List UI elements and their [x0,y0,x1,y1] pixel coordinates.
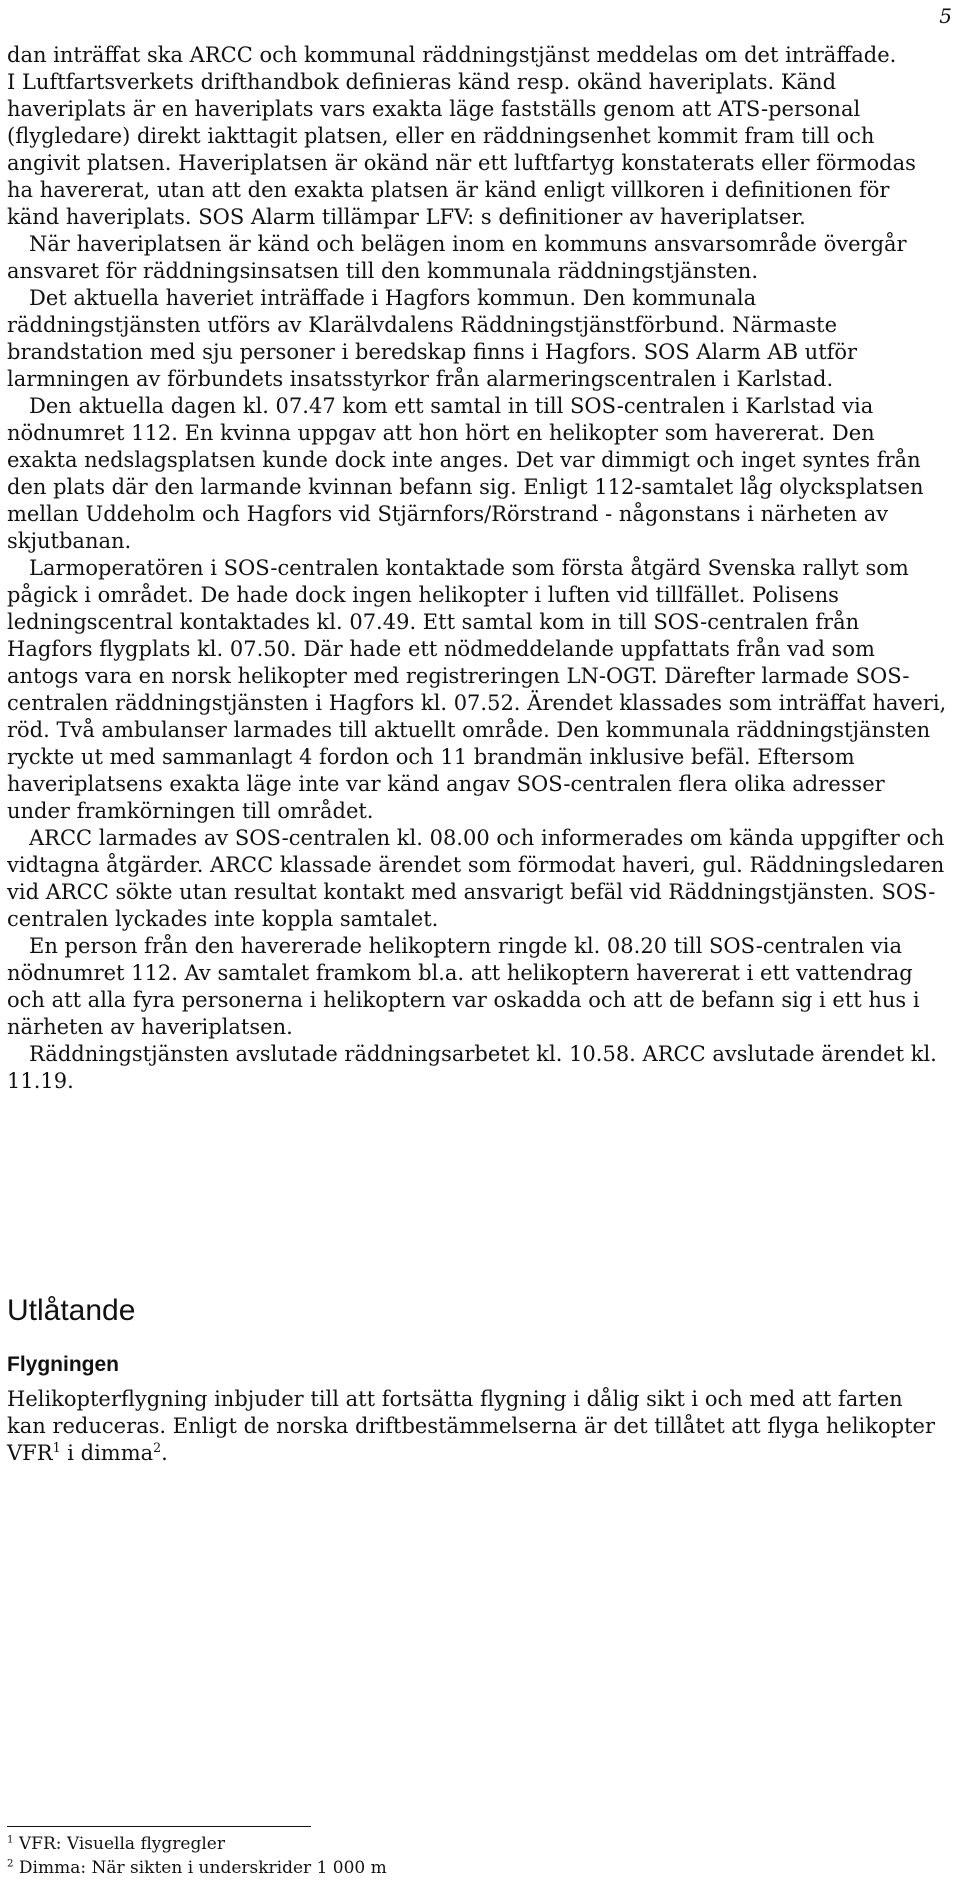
paragraph: Räddningstjänsten avslutade räddningsarbetet kl. 10.58. ARCC avslutade ärendet kl. 11.19. [7,1042,937,1093]
paragraph: I Luftfartsverkets drifthandbok definieras känd resp. okänd haveriplats. Känd haveriplats är en haveriplats vars exakta läge fastställs genom att ATS-personal (flygledare) direkt iakttagit platsen, eller en räddningsenhet kommit fram till och angivit platsen. Haveriplatsen är okänd när ett luftfartyg konstaterats eller förmodas ha havererat, utan att den exakta platsen är känd enligt villkoren i definitionen för känd haveriplats. SOS Alarm tillämpar LFV: s definitioner av haveriplatser. [7,70,916,229]
paragraph: dan inträffat ska ARCC och kommunal räddningstjänst meddelas om det inträffade. [7,43,897,67]
footnote [7,1856,927,1880]
footnote-text: VFR: Visuella flygregler [13,1834,225,1854]
footnote-marker: 1 [7,1834,14,1846]
flygningen-paragraph [7,1386,947,1467]
paragraph: Den aktuella dagen kl. 07.47 kom ett samtal in till SOS-centralen i Karlstad via nödnumret 112. En kvinna uppgav att hon hört en helikopter som havererat. Den exakta nedslagsplatsen kunde dock inte anges. Det var dimmigt och inget syntes från den plats där den larmande kvinnan befann sig. Enligt 112-samtalet låg olycksplatsen mellan Uddeholm och Hagfors vid Stjärnfors/Rörstrand - någonstans i närheten av skjutbanan. [7,394,924,553]
flygningen-text-part: i dimma [60,1441,154,1465]
paragraph: Det aktuella haveriet inträffade i Hagfors kommun. Den kommunala räddningstjänsten utförs av Klarälvdalens Räddningstjänstförbund. Närmaste brandstation med sju personer i beredskap finns i Hagfors. SOS Alarm AB utför larmningen av förbundets insatsstyrkor från alarmeringscentralen i Karlstad. [7,286,858,391]
footnote-marker: 2 [7,1858,14,1870]
footnote-reference: 2 [153,1440,162,1455]
footnote-text: Dimma: När sikten i underskrider 1 000 m [13,1858,387,1878]
footnotes [7,1832,927,1880]
paragraph: Larmoperatören i SOS-centralen kontaktade som första åtgärd Svenska rallyt som pågick i området. De hade dock ingen helikopter i luften vid tillfället. Polisens ledningscentral kontaktades kl. 07.49. Ett samtal kom in till SOS-centralen från Hagfors flygplats kl. 07.50. Där hade ett nödmeddelande uppfattats från vad som antogs vara en norsk helikopter med registreringen LN-OGT. Därefter larmade SOS-centralen räddningstjänsten i Hagfors kl. 07.52. Ärendet klassades som inträffat haveri, röd. Två ambulanser larmades till aktuellt område. Den kommunala räddningstjänsten ryckte ut med sammanlagt 4 fordon och 11 brandmän inklusive befäl. Eftersom haveriplatsens exakta läge inte var känd angav SOS-centralen flera olika adresser under framkörningen till området. [7,556,947,823]
flygningen-text-part: . [161,1441,168,1465]
footnote [7,1832,927,1856]
flygningen-text-part: Helikopterflygning inbjuder till att fortsätta flygning i dålig sikt i och med att farten kan reduceras. Enligt de norska driftbestämmelserna är det tillåtet att flyga helikopter VFR [7,1387,935,1465]
section-heading: Utlåtande [7,1294,136,1327]
footnote-divider [7,1826,311,1827]
paragraph: ARCC larmades av SOS-centralen kl. 08.00 och informerades om kända uppgifter och vidtagna åtgärder. ARCC klassade ärendet som förmodat haveri, gul. Räddningsledaren vid ARCC sökte utan resultat kontakt med ansvarigt befäl vid Räddningstjänsten. SOS-centralen lyckades inte koppla samtalet. [7,826,945,931]
page-number: 5 [939,4,952,28]
footnote-reference: 1 [52,1440,61,1455]
subsection-heading: Flygningen [7,1353,119,1376]
body-text [7,42,947,1095]
paragraph: En person från den havererade helikoptern ringde kl. 08.20 till SOS-centralen via nödnumret 112. Av samtalet framkom bl.a. att helikoptern havererat i ett vattendrag och att alla fyra personerna i helikoptern var oskadda och att de befann sig i ett hus i närheten av haveriplatsen. [7,934,920,1039]
paragraph: När haveriplatsen är känd och belägen inom en kommuns ansvarsområde övergår ansvaret för räddningsinsatsen till den kommunala räddningstjänsten. [7,232,907,283]
